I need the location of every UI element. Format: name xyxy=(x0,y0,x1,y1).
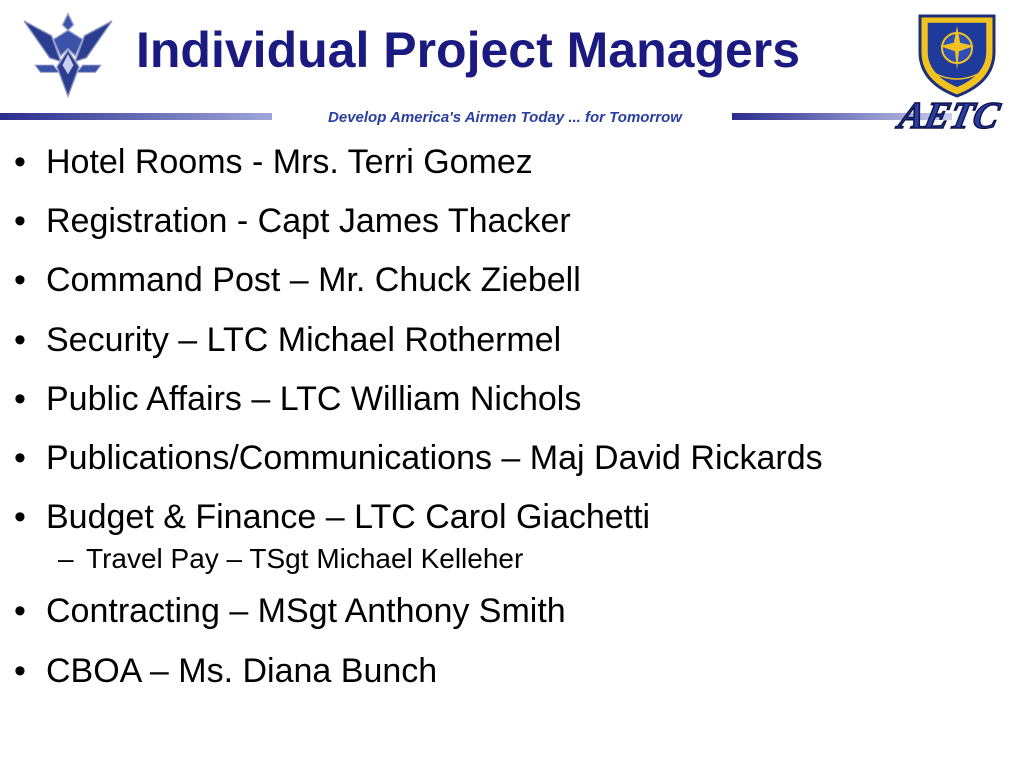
bullet-text: Travel Pay – TSgt Michael Kelleher xyxy=(86,543,524,575)
bullet-text: CBOA – Ms. Diana Bunch xyxy=(46,651,438,690)
bullet-item xyxy=(0,438,823,478)
air-force-symbol-icon xyxy=(22,12,114,98)
aetc-shield-icon xyxy=(916,12,998,98)
bullet-item xyxy=(0,142,823,182)
bullet-marker: • xyxy=(14,438,26,477)
bullet-text: Budget & Finance – LTC Carol Giachetti xyxy=(46,498,651,537)
header-rule-left xyxy=(0,113,272,120)
bullet-marker: • xyxy=(14,651,26,690)
bullet-item xyxy=(0,379,823,419)
bullet-marker: • xyxy=(14,261,26,300)
motto-text: Develop America's Airmen Today ... for Tomorrow xyxy=(328,109,682,126)
sub-bullet-item xyxy=(0,542,823,576)
bullet-text: Command Post – Mr. Chuck Ziebell xyxy=(46,261,581,300)
bullet-marker: • xyxy=(14,592,26,631)
bullet-text: Registration - Capt James Thacker xyxy=(46,202,571,241)
bullet-item xyxy=(0,497,823,537)
bullet-text: Public Affairs – LTC William Nichols xyxy=(46,379,582,418)
manager-list xyxy=(0,142,823,710)
bullet-text: Publications/Communications – Maj David Rickards xyxy=(46,438,823,477)
bullet-item xyxy=(0,201,823,241)
bullet-item xyxy=(0,591,823,631)
bullet-marker: • xyxy=(14,202,26,241)
aetc-wordmark-text: AETC xyxy=(895,95,1004,137)
bullet-marker: • xyxy=(14,498,26,537)
bullet-marker: • xyxy=(14,143,26,181)
bullet-text: Security – LTC Michael Rothermel xyxy=(46,320,562,359)
bullet-item xyxy=(0,260,823,300)
bullet-item xyxy=(0,320,823,360)
bullet-text: Hotel Rooms - Mrs. Terri Gomez xyxy=(46,143,533,181)
page-title: Individual Project Managers xyxy=(136,22,801,78)
bullet-text: Contracting – MSgt Anthony Smith xyxy=(46,592,566,631)
aetc-wordmark-logo xyxy=(872,94,1022,138)
bullet-marker: • xyxy=(14,320,26,359)
bullet-marker: • xyxy=(14,379,26,418)
bullet-item xyxy=(0,651,823,691)
dash-marker: – xyxy=(58,543,74,575)
